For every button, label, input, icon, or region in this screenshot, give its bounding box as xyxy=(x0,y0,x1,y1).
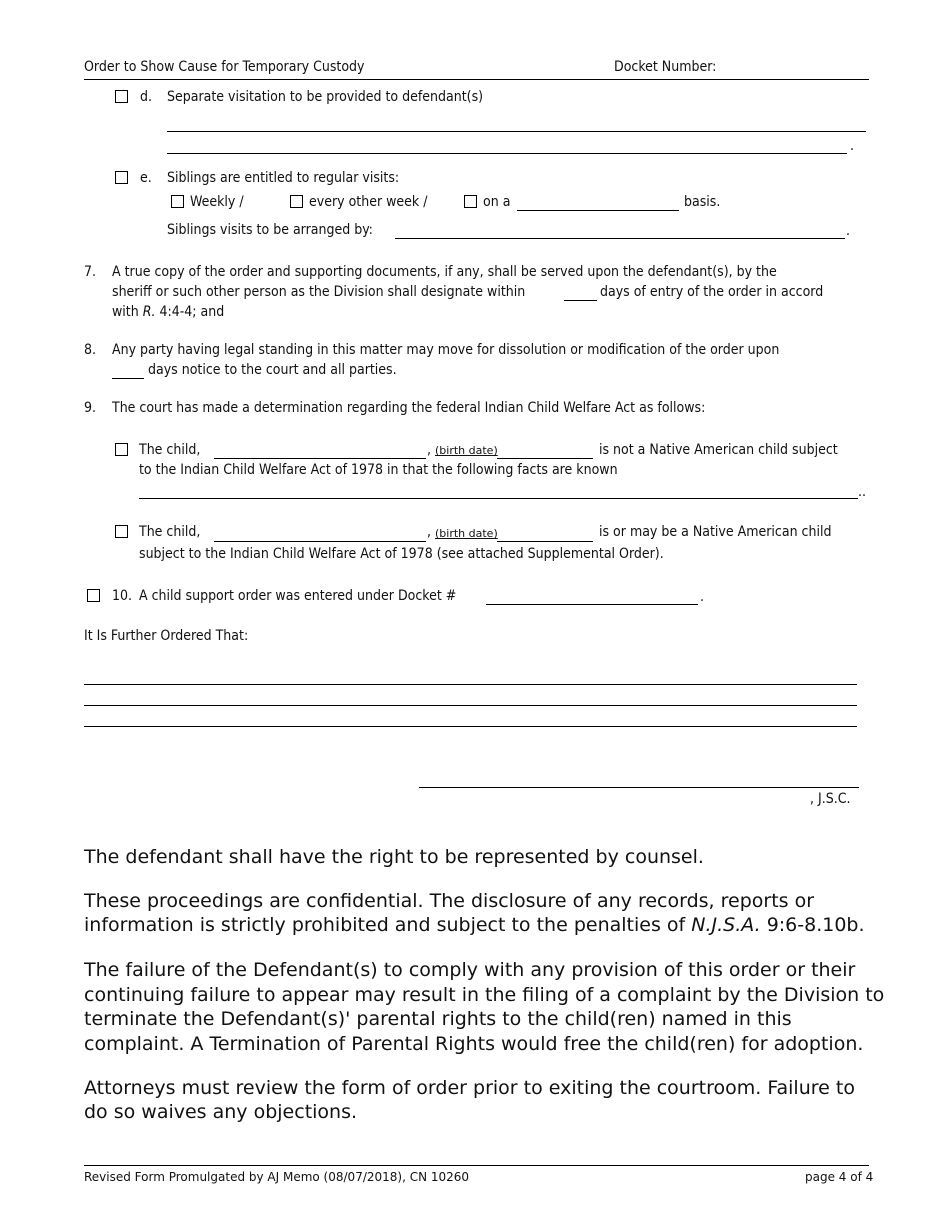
every-other-week-label: every other week / xyxy=(309,194,428,210)
docket-number-blank[interactable] xyxy=(486,604,698,605)
notice-failure-2: continuing failure to appear may result in the filing of a complaint by the Division to xyxy=(84,984,885,1006)
further-ordered-line-2[interactable] xyxy=(84,705,857,706)
arranged-by-label: Siblings visits to be arranged by: xyxy=(167,222,373,238)
item-10-number: 10. xyxy=(112,588,133,604)
icwa-b-birth-blank[interactable] xyxy=(497,541,593,542)
icwa-b-birth-label: (birth date) xyxy=(435,527,498,540)
item-10-period: . xyxy=(700,589,704,605)
arranged-by-blank[interactable] xyxy=(395,238,845,239)
notice-attorneys-1: Attorneys must review the form of order prior to exiting the courtroom. Failure to xyxy=(84,1077,855,1099)
item-d-line-1[interactable] xyxy=(167,131,866,132)
icwa-a-birth-label: (birth date) xyxy=(435,444,498,457)
further-ordered-line-1[interactable] xyxy=(84,684,857,685)
notice-failure-1: The failure of the Defendant(s) to comply with any provision of this order or their xyxy=(84,959,856,981)
header-rule xyxy=(84,79,869,80)
item-d-period: . xyxy=(850,138,854,154)
icwa-a-facts-blank[interactable] xyxy=(139,498,858,499)
icwa-b-text-2: subject to the Indian Child Welfare Act of 1978 (see attached Supplemental Order). xyxy=(139,546,664,562)
icwa-a-child-name-blank[interactable] xyxy=(214,458,426,459)
item-7-line-1: A true copy of the order and supporting documents, if any, shall be served upon the defendant(s), by the xyxy=(112,264,777,280)
further-ordered-label: It Is Further Ordered That: xyxy=(84,628,249,644)
on-a-label: on a xyxy=(483,194,511,210)
item-d-line-2[interactable] xyxy=(167,153,847,154)
page-number: page 4 of 4 xyxy=(805,1170,874,1184)
weekly-checkbox[interactable] xyxy=(171,195,184,208)
item-e-checkbox[interactable] xyxy=(115,171,128,184)
item-e-letter: e. xyxy=(140,170,152,186)
item-8-line-2: days notice to the court and all parties. xyxy=(148,362,397,378)
icwa-b-child-label: The child, xyxy=(139,524,201,540)
notice-attorneys-2: do so waives any objections. xyxy=(84,1101,358,1123)
notice-confidential-1: These proceedings are confidential. The disclosure of any records, reports or xyxy=(84,890,815,912)
icwa-a-text-2: to the Indian Child Welfare Act of 1978 in that the following facts are known xyxy=(139,462,618,478)
statute-citation: N.J.S.A. xyxy=(691,914,761,936)
further-ordered-line-3[interactable] xyxy=(84,726,857,727)
item-d-checkbox[interactable] xyxy=(115,90,128,103)
footer-revision: Revised Form Promulgated by AJ Memo (08/07/2018), CN 10260 xyxy=(84,1170,470,1184)
icwa-may-be-native-checkbox[interactable] xyxy=(115,525,128,538)
item-7-number: 7. xyxy=(84,264,97,280)
notice-failure-4: complaint. A Termination of Parental Rights would free the child(ren) for adoption. xyxy=(84,1033,864,1055)
icwa-a-comma: , xyxy=(427,442,431,458)
icwa-b-child-name-blank[interactable] xyxy=(214,541,426,542)
weekly-label: Weekly / xyxy=(190,194,244,210)
item-8-days-blank[interactable] xyxy=(112,378,144,379)
icwa-a-child-label: The child, xyxy=(139,442,201,458)
docket-label: Docket Number: xyxy=(614,59,717,75)
jsc-label: , J.S.C. xyxy=(810,791,851,807)
item-7-line-2b: days of entry of the order in accord xyxy=(600,284,824,300)
footer-rule xyxy=(84,1165,869,1166)
item-7-line-3: with R. 4:4-4; and xyxy=(112,304,225,320)
item-d-letter: d. xyxy=(140,89,152,105)
item-8-line-1: Any party having legal standing in this matter may move for dissolution or modification of the order upon xyxy=(112,342,780,358)
notice-failure-3: terminate the Defendant(s)' parental rights to the child(ren) named in this xyxy=(84,1008,792,1030)
item-9-number: 9. xyxy=(84,400,97,416)
basis-label: basis. xyxy=(684,194,721,210)
icwa-a-text-1: is not a Native American child subject xyxy=(599,442,838,458)
basis-blank[interactable] xyxy=(517,210,679,211)
item-7-line-2a: sheriff or such other person as the Division shall designate within xyxy=(112,284,526,300)
icwa-a-birth-blank[interactable] xyxy=(497,458,593,459)
judge-signature-line[interactable] xyxy=(419,787,859,788)
every-other-week-checkbox[interactable] xyxy=(290,195,303,208)
item-d-text: Separate visitation to be provided to defendant(s) xyxy=(167,89,484,105)
form-title: Order to Show Cause for Temporary Custody xyxy=(84,59,365,75)
item-10-text: A child support order was entered under Docket # xyxy=(139,588,457,604)
notice-confidential-2: information is strictly prohibited and subject to the penalties of N.J.S.A. 9:6-8.10b. xyxy=(84,914,865,936)
item-7-days-blank[interactable] xyxy=(564,300,597,301)
notice-counsel: The defendant shall have the right to be represented by counsel. xyxy=(84,846,704,868)
icwa-not-native-checkbox[interactable] xyxy=(115,443,128,456)
item-8-number: 8. xyxy=(84,342,97,358)
icwa-b-text-1: is or may be a Native American child xyxy=(599,524,832,540)
child-support-checkbox[interactable] xyxy=(87,589,100,602)
item-9-intro: The court has made a determination regarding the federal Indian Child Welfare Act as follows: xyxy=(112,400,706,416)
on-a-basis-checkbox[interactable] xyxy=(464,195,477,208)
arranged-by-period: . xyxy=(846,223,850,239)
icwa-b-comma: , xyxy=(427,524,431,540)
item-e-text: Siblings are entitled to regular visits: xyxy=(167,170,400,186)
icwa-a-end: .. xyxy=(858,484,866,500)
